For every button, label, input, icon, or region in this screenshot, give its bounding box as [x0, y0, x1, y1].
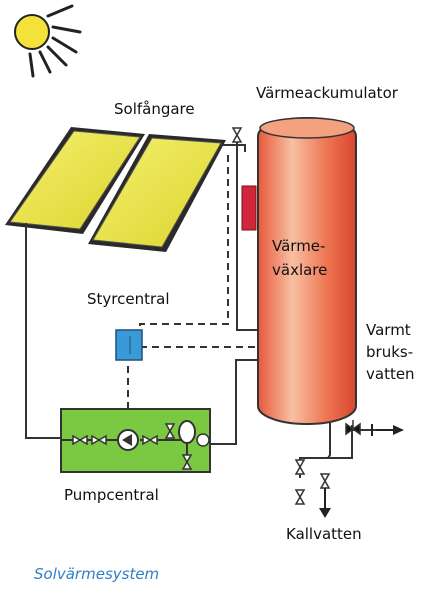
label-styrcentral: Styrcentral: [87, 290, 170, 308]
solar-collector-panels: [5, 127, 226, 252]
label-varmevaxlare-2: växlare: [272, 261, 328, 279]
label-varmeackumulator: Värmeackumulator: [256, 84, 398, 102]
control-unit-box: [116, 330, 142, 360]
label-pumpcentral: Pumpcentral: [64, 486, 159, 504]
label-varmevaxlare-1: Värme-: [272, 237, 326, 255]
caption-solvarmesystem: Solvärmesystem: [34, 565, 160, 583]
label-vatten: vatten: [366, 365, 415, 383]
flow-arrows: [319, 424, 404, 518]
heat-exchanger-plate: [242, 186, 256, 230]
label-kallvatten: Kallvatten: [286, 525, 362, 543]
pump-station-box: [61, 409, 210, 472]
sun-icon: [15, 6, 80, 76]
label-varmt: Varmt: [366, 321, 411, 339]
label-solfangare: Solfångare: [114, 100, 195, 118]
label-bruks: bruks-: [366, 343, 414, 361]
